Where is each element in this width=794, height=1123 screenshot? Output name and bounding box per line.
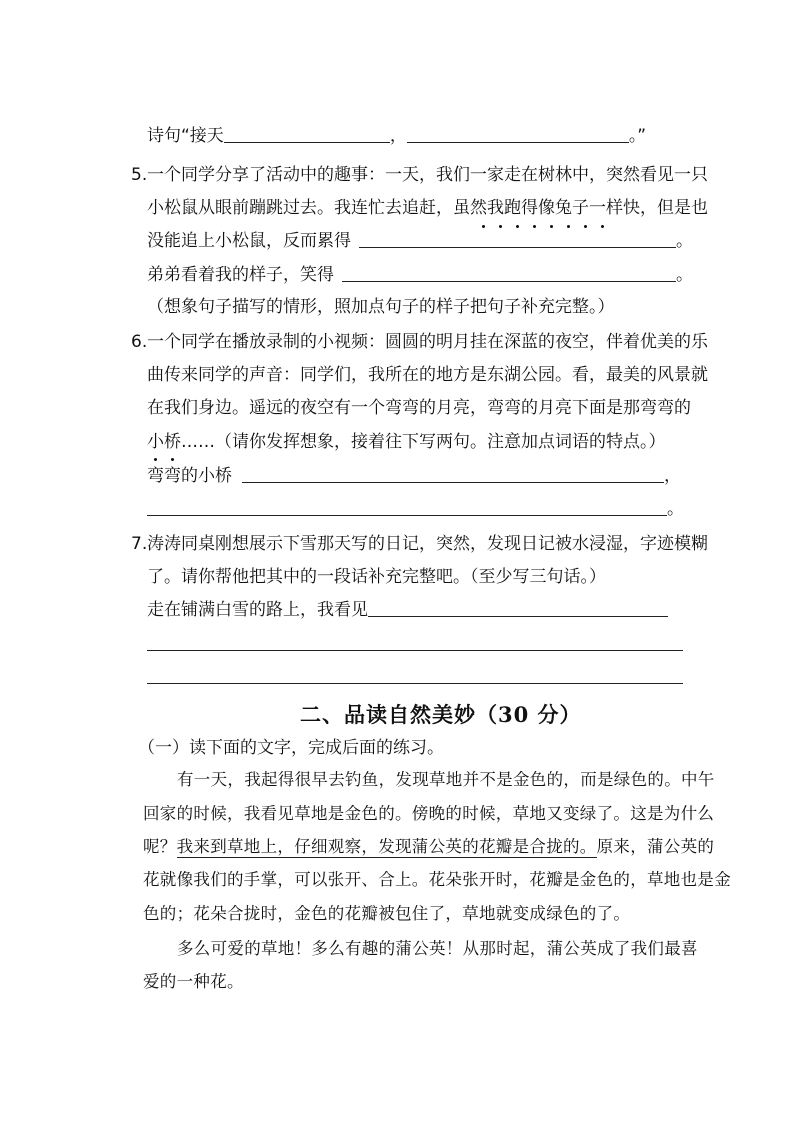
q6-line-3: 在我们身边。遥远的夜空有一个弯弯的月亮，弯弯的月亮下面是那弯弯的 bbox=[147, 398, 691, 418]
q5-line-3-end: 。 bbox=[676, 231, 693, 251]
q6-line-1: 一个同学在播放录制的小视频：圆圆的明月挂在深蓝的夜空，伴着优美的乐 bbox=[147, 332, 708, 352]
emphasis-dot bbox=[584, 225, 587, 228]
passage-line-7: 爱的一种花。 bbox=[143, 972, 244, 991]
q6-blank-2[interactable] bbox=[147, 497, 667, 516]
q4-comma: ， bbox=[389, 126, 407, 146]
passage-line-5: 色的；花朵合拢时，金色的花瓣被包住了，草地就变成绿色的了。 bbox=[143, 904, 631, 923]
passage-line-6: 多么可爱的草地！多么有趣的蒲公英！从那时起，蒲公英成了我们最喜 bbox=[177, 939, 698, 958]
emphasis-dot bbox=[601, 225, 604, 228]
q5-line-3-text: 没能追上小松鼠，反而累得 bbox=[147, 231, 351, 251]
q6-line-5-text: 弯弯的小桥 bbox=[147, 466, 232, 486]
q5-line-1: 一个同学分享了活动中的趣事：一天，我们一家走在树林中，突然看见一只 bbox=[147, 165, 708, 185]
q4-prefix: 诗句“接天 bbox=[147, 126, 224, 146]
q5-instruction: （想象句子描写的情形，照加点句子的样子把句子补充完整。） bbox=[147, 297, 615, 317]
q6-line-6-end: 。 bbox=[667, 499, 684, 519]
passage-line-3 bbox=[143, 835, 714, 859]
emphasis-dot bbox=[482, 225, 485, 228]
emphasis-dot bbox=[550, 225, 553, 228]
q7-number: 7. bbox=[131, 534, 148, 554]
q6-blank-1[interactable] bbox=[242, 464, 664, 483]
passage-line-3-end: 原来，蒲公英的 bbox=[596, 837, 715, 856]
q7-line-3 bbox=[147, 598, 668, 622]
q6-line-5-end: ， bbox=[664, 466, 681, 486]
passage-line-3-start: 呢？ bbox=[143, 837, 177, 856]
q5-line-3 bbox=[147, 229, 693, 253]
q4-answer-line bbox=[147, 124, 646, 148]
passage-line-4: 花就像我们的手掌，可以张开、合上。花朵张开时，花瓣是金色的，草地也是金 bbox=[143, 870, 731, 889]
q5-line-2: 小松鼠从眼前蹦跳过去。我连忙去追赶，虽然我跑得像兔子一样快，但是也 bbox=[147, 198, 708, 218]
q5-blank-1[interactable] bbox=[359, 229, 676, 248]
emphasis-dot bbox=[567, 225, 570, 228]
q5-blank-2[interactable] bbox=[342, 263, 676, 282]
emphasis-dot bbox=[171, 458, 174, 461]
emphasis-dot bbox=[154, 458, 157, 461]
emphasis-dot bbox=[516, 225, 519, 228]
q7-line-3-text: 走在铺满白雪的路上，我看见 bbox=[147, 600, 368, 620]
q7-line-1: 涛涛同桌刚想展示下雪那天写的日记，突然，发现日记被水浸湿，字迹模糊 bbox=[147, 534, 708, 554]
q6-line-4: 小桥……（请你发挥想象，接着往下写两句。注意加点词语的特点。） bbox=[147, 432, 666, 452]
q4-blank-2[interactable] bbox=[407, 124, 629, 143]
emphasis-dot bbox=[533, 225, 536, 228]
underlined-sentence: 我来到草地上，仔细观察，发现蒲公英的花瓣是合拢的。 bbox=[176, 837, 597, 856]
q6-number: 6. bbox=[131, 332, 148, 352]
q7-blank-1[interactable] bbox=[368, 598, 668, 617]
passage-line-1: 有一天，我起得很早去钓鱼，发现草地并不是金色的，而是绿色的。中午 bbox=[177, 770, 715, 789]
q7-line-2: 了。请你帮他把其中的一段话补充完整吧。（至少写三句话。） bbox=[147, 567, 606, 587]
q5-line-4 bbox=[147, 263, 693, 287]
q5-line-4-end: 。 bbox=[676, 265, 693, 285]
q5-number: 5. bbox=[131, 165, 148, 185]
q7-answer-line[interactable] bbox=[147, 650, 683, 651]
q5-line-4-text: 弟弟看着我的样子，笑得 bbox=[147, 265, 334, 285]
q7-answer-line[interactable] bbox=[147, 683, 683, 684]
emphasis-dot bbox=[499, 225, 502, 228]
subsection-title: （一）读下面的文字，完成后面的练习。 bbox=[138, 738, 444, 758]
section-heading: 二、品读自然美妙（30 分） bbox=[300, 702, 582, 727]
q6-line-6 bbox=[147, 497, 684, 521]
q4-blank-1[interactable] bbox=[224, 124, 390, 143]
q6-line-5 bbox=[147, 464, 681, 488]
passage-line-2: 回家的时候，我看见草地是金色的。傍晚的时候，草地又变绿了。这是为什么 bbox=[143, 804, 715, 823]
q6-line-2: 曲传来同学的声音：同学们，我所在的地方是东湖公园。看，最美的风景就 bbox=[147, 365, 708, 385]
q4-end: 。” bbox=[628, 126, 647, 146]
